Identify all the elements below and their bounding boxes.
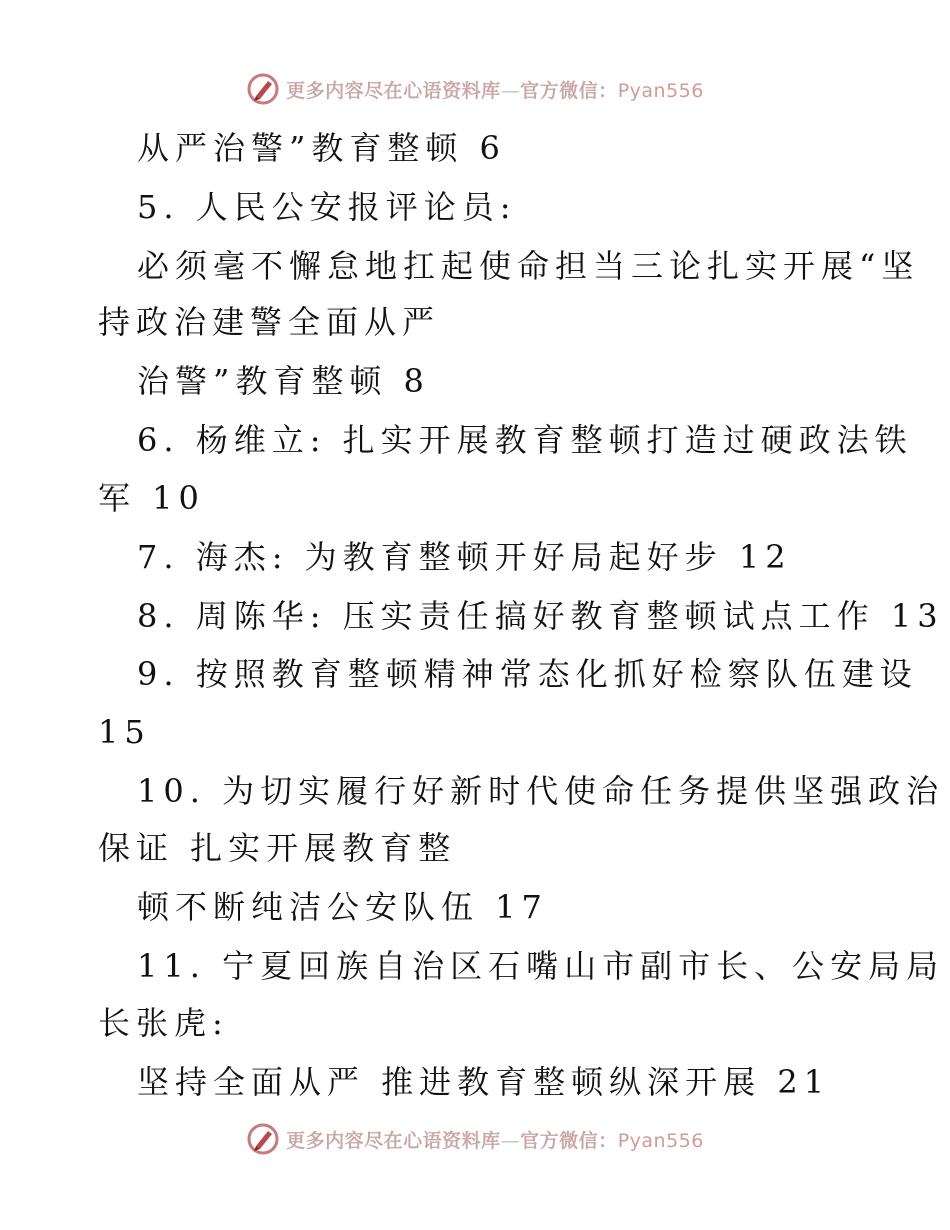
pen-logo-icon: [246, 72, 280, 106]
toc-line: 6. 杨维立: 扎实开展教育整顿打造过硬政法铁: [137, 421, 913, 459]
toc-line: 坚持全面从严 推进教育整顿纵深开展 21: [137, 1063, 831, 1101]
toc-line: 军 10: [98, 479, 205, 517]
toc-line: 长张虎:: [98, 1004, 229, 1042]
pen-logo-icon: [246, 1122, 280, 1156]
toc-line: 治警”教育整顿 8: [137, 362, 430, 400]
toc-line: 5. 人民公安报评论员:: [137, 188, 517, 226]
header-watermark: [0, 72, 950, 106]
toc-line: 15: [98, 713, 151, 751]
watermark-text: 更多内容尽在心语资料库—官方微信：Pyan556: [286, 79, 704, 102]
toc-line: 必须毫不懈怠地扛起使命担当三论扎实开展“坚: [137, 247, 920, 285]
toc-line: 从严治警”教育整顿 6: [137, 129, 506, 167]
toc-line: 8. 周陈华: 压实责任搞好教育整顿试点工作 13: [137, 597, 944, 635]
toc-line: 10. 为切实履行好新时代使命任务提供坚强政治: [137, 772, 945, 810]
toc-line: 顿不断纯洁公安队伍 17: [137, 888, 548, 926]
watermark-text: 更多内容尽在心语资料库—官方微信：Pyan556: [286, 1129, 704, 1152]
toc-line: 持政治建警全面从严: [98, 303, 441, 341]
toc-line: 7. 海杰: 为教育整顿开好局起好步 12: [137, 538, 792, 576]
toc-line: 11. 宁夏回族自治区石嘴山市副市长、公安局局: [137, 947, 945, 985]
toc-line: 保证 扎实开展教育整: [98, 829, 457, 867]
footer-watermark: [0, 1122, 950, 1156]
toc-line: 9. 按照教育整顿精神常态化抓好检察队伍建设: [137, 655, 918, 693]
